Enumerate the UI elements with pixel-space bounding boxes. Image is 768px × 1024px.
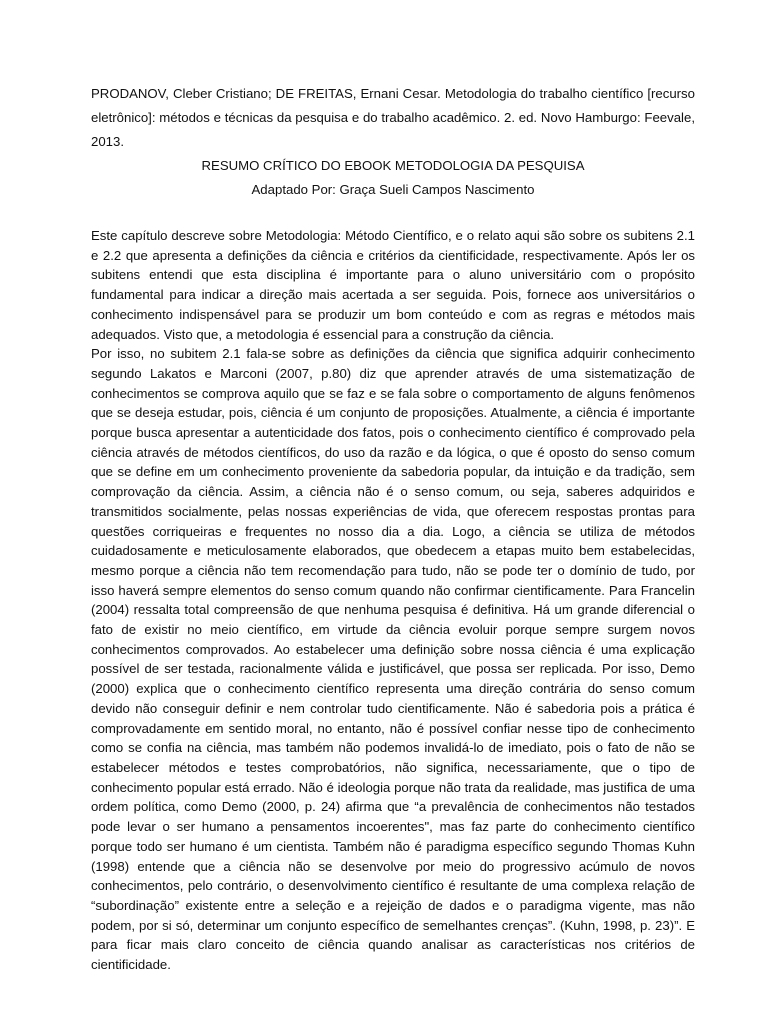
body-paragraph-intro: Este capítulo descreve sobre Metodologia: Método Científico, e o relato aqui são sobre os subitens 2.1 e 2.2 que apresenta a definições da ciência e critérios da cientificidade, respectivamente. Após ler os subitens entendi que esta disciplina é importante para o aluno universitário com o propósito fundamental para indicar a direção mais acertada a ser seguida. Pois, fornece aos universitários o conhecimento indispensável para se produzir um bom conteúdo e com as regras e métodos mais adequados. Visto que, a metodologia é essencial para a construção da ciência. [91,228,695,342]
document-page [91,82,695,975]
body-paragraph-science-definition: Por isso, no subitem 2.1 fala-se sobre as definições da ciência que significa adquirir conhecimento segundo Lakatos e Marconi (2007, p.80) diz que aprender através de uma sistematização de conhecimentos se comprova aquilo que se faz e se fala sobre o comportamento de alguns fenômenos que se deseja estudar, pois, ciência é um conjunto de proposições. Atualmente, a ciência é importante porque busca apresentar a autenticidade dos fatos, pois o conhecimento científico é comprovado pela ciência através de métodos científicos, do uso da razão e da lógica, o que é oposto do senso comum que se define em um conhecimento proveniente da sabedoria popular, da intuição e da tradição, sem comprovação da ciência. Assim, a ciência não é o senso comum, ou seja, saberes adquiridos e transmitidos socialmente, pelas nossas experiências de vida, que oferecem respostas prontas para questões corriqueiras e frequentes no nosso dia a dia. Logo, a ciência se utiliza de métodos cuidadosamente e meticulosamente elaborados, que obedecem a etapas muito bem estabelecidas, mesmo porque a ciência não tem recomendação para tudo, não se pode ter o domínio de tudo, por isso haverá sempre elementos do senso comum quando não confirmar cientificamente. Para Francelin (2004) ressalta total compreensão de que nenhuma pesquisa é definitiva. Há um grande diferencial o fato de existir no meio científico, em virtude da ciência evoluir porque sempre surgem novos conhecimentos comprovados. Ao estabelecer uma definição sobre nossa ciência é uma explicação possível de ser testada, racionalmente válida e justificável, que possa ser replicada. Por isso, Demo (2000) explica que o conhecimento científico representa uma direção contrária do senso comum devido não conseguir definir e nem controlar tudo cientificamente. Não é sabedoria pois a prática é comprovadamente em sentido moral, no entanto, não é possível confiar nesse tipo de conhecimento como se confia na ciência, mas também não podemos invalidá-lo de imediato, pois o fato de não se estabelecer métodos e testes comprobatórios, não significa, necessariamente, que o tipo de conhecimento popular está errado. Não é ideologia porque não trata da realidade, mas justifica de uma ordem política, como Demo (2000, p. 24) afirma que “a prevalência de conhecimentos não testados pode levar o ser humano a pensamentos incoerentes", mas faz parte do conhecimento científico porque todo ser humano é um cientista. Também não é paradigma específico segundo Thomas Kuhn (1998) entende que a ciência não se desenvolve por meio do progressivo acúmulo de novos conhecimentos, pelo contrário, o desenvolvimento científico é resultante de uma complexa relação de “subordinação” existente entre a seleção e a rejeição de dados e o paradigma vigente, mas não podem, por si só, determinar um conjunto específico de semelhantes crenças”. (Kuhn, 1998, p. 23)”. E para ficar mais claro conceito de ciência quando analisar as características nos critérios de cientificidade. [91,346,695,973]
document-title: RESUMO CRÍTICO DO EBOOK METODOLOGIA DA PESQUISA [201,158,585,173]
document-subtitle: Adaptado Por: Graça Sueli Campos Nascimento [251,182,535,197]
bibliographic-reference: PRODANOV, Cleber Cristiano; DE FREITAS, Ernani Cesar. Metodologia do trabalho científico [recurso eletrônico]: métodos e técnicas da pesquisa e do trabalho acadêmico. 2. ed. Novo Hamburgo: Feevale, 2013. [91,86,695,149]
